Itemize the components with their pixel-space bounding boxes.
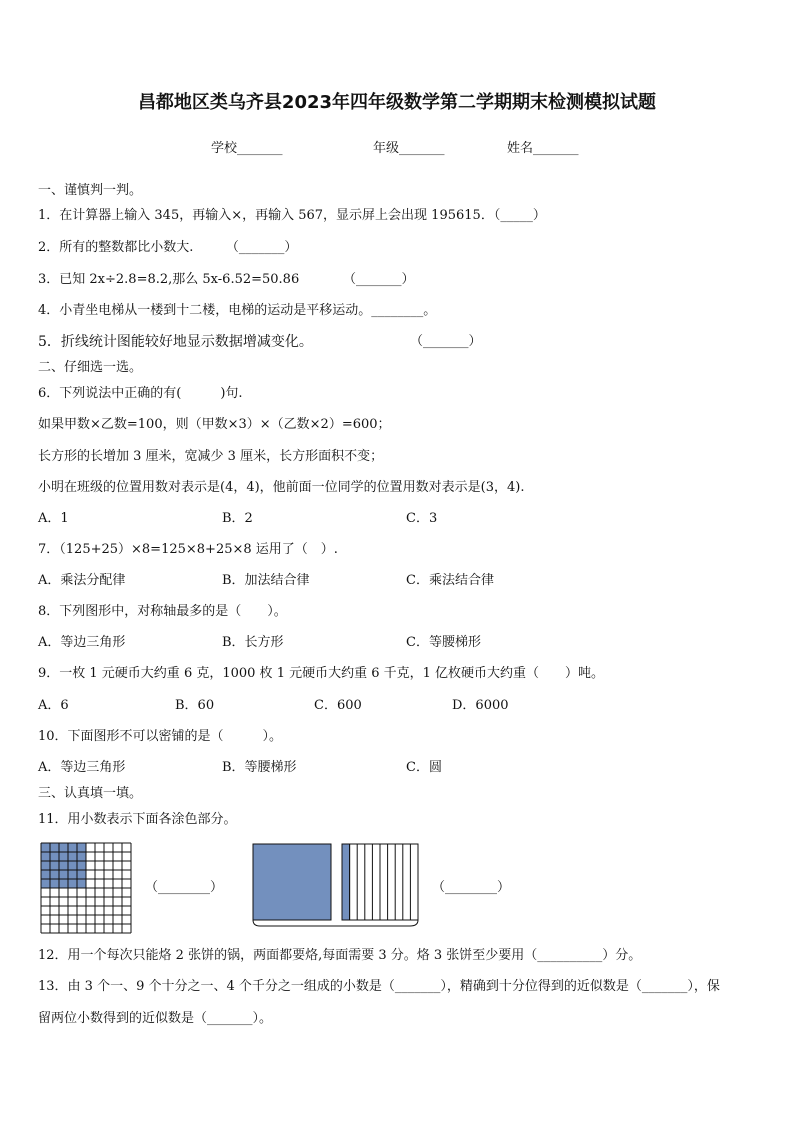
name-field: 姓名_______: [507, 141, 579, 156]
question-7-option-b: B．加法结合律: [222, 573, 310, 588]
question-8: 8．下列图形中，对称轴最多的是（ ）。: [38, 604, 287, 619]
section-3-heading: 三、认真填一填。: [38, 786, 143, 801]
brace-under-figure: [253, 920, 418, 926]
grid-shaded-region: [41, 843, 86, 888]
question-5: 5．折线统计图能较好地显示数据增减变化。: [38, 334, 313, 350]
unit-square-shaded: [253, 844, 331, 920]
question-11-blank-2: （________）: [432, 880, 511, 895]
question-9: 9．一枚 1 元硬币大约重 6 克，1000 枚 1 元硬币大约重 6 千克，1 亿枚硬币大约重（ ）吨。: [38, 666, 605, 681]
question-1: 1．在计算器上输入 345，再输入×，再输入 567，显示屏上会出现 195615．（_____）: [38, 208, 546, 223]
question-10-option-b: B．等腰梯形: [222, 760, 297, 775]
question-11-blank-1: （________）: [145, 880, 224, 895]
question-9-option-a: A．6: [38, 698, 69, 713]
question-3: 3．已知 2x÷2.8=8.2,那么 5x-6.52=50.86: [38, 272, 300, 287]
question-9-option-c: C．600: [314, 698, 362, 713]
question-13-line-1: 13．由 3 个一、9 个十分之一、4 个千分之一组成的小数是（_______），精确到十分位得到的近似数是（_______），保: [38, 979, 720, 994]
grade-field: 年级_______: [373, 141, 445, 156]
section-1-heading: 一、谨慎判一判。: [38, 183, 143, 198]
question-8-option-a: A．等边三角形: [38, 635, 126, 650]
question-13-line-2: 留两位小数得到的近似数是（_______）。: [38, 1011, 273, 1026]
unit-and-tenths-figure: [250, 840, 422, 928]
question-6-statement-2: 长方形的长增加 3 厘米，宽减少 3 厘米，长方形面积不变；: [38, 449, 384, 464]
school-field: 学校_______: [211, 141, 283, 156]
question-4: 4．小青坐电梯从一楼到十二楼，电梯的运动是平移运动。________。: [38, 303, 437, 318]
question-6: 6．下列说法中正确的有( )句.: [38, 386, 243, 401]
question-6-option-a: A．1: [38, 511, 69, 526]
question-8-option-b: B．长方形: [222, 635, 284, 650]
question-7: 7．（125+25）×8=125×8+25×8 运用了（ ）.: [38, 542, 338, 557]
question-6-option-c: C．3: [406, 511, 438, 526]
question-6-statement-1: 如果甲数×乙数=100，则（甲数×3）×（乙数×2）=600；: [38, 417, 391, 432]
question-10-option-c: C．圆: [406, 760, 442, 775]
question-11: 11．用小数表示下面各涂色部分。: [38, 812, 237, 827]
question-7-option-a: A．乘法分配律: [38, 573, 126, 588]
question-5-blank: （_______）: [410, 334, 482, 349]
tenths-shaded-strip: [342, 844, 350, 920]
question-2: 2．所有的整数都比小数大. （_______）: [38, 240, 298, 255]
question-9-option-b: B．60: [175, 698, 215, 713]
section-2-heading: 二、仔细选一选。: [38, 360, 143, 375]
hundredths-grid-figure: [38, 840, 134, 936]
question-6-statement-3: 小明在班级的位置用数对表示是(4，4)，他前面一位同学的位置用数对表示是(3，4).: [38, 480, 525, 495]
question-10: 10．下面图形不可以密铺的是（ ）。: [38, 729, 283, 744]
question-3-blank: （_______）: [343, 272, 415, 287]
question-7-option-c: C．乘法结合律: [406, 573, 494, 588]
question-12: 12．用一个每次只能烙 2 张饼的锅，两面都要烙,每面需要 3 分。烙 3 张饼至少要用（__________）分。: [38, 948, 642, 963]
question-8-option-c: C．等腰梯形: [406, 635, 481, 650]
page-title: 昌都地区类乌齐县2023年四年级数学第二学期期末检测模拟试题: [137, 92, 657, 113]
question-9-option-d: D．6000: [452, 698, 509, 713]
question-10-option-a: A．等边三角形: [38, 760, 126, 775]
question-6-option-b: B．2: [222, 511, 253, 526]
